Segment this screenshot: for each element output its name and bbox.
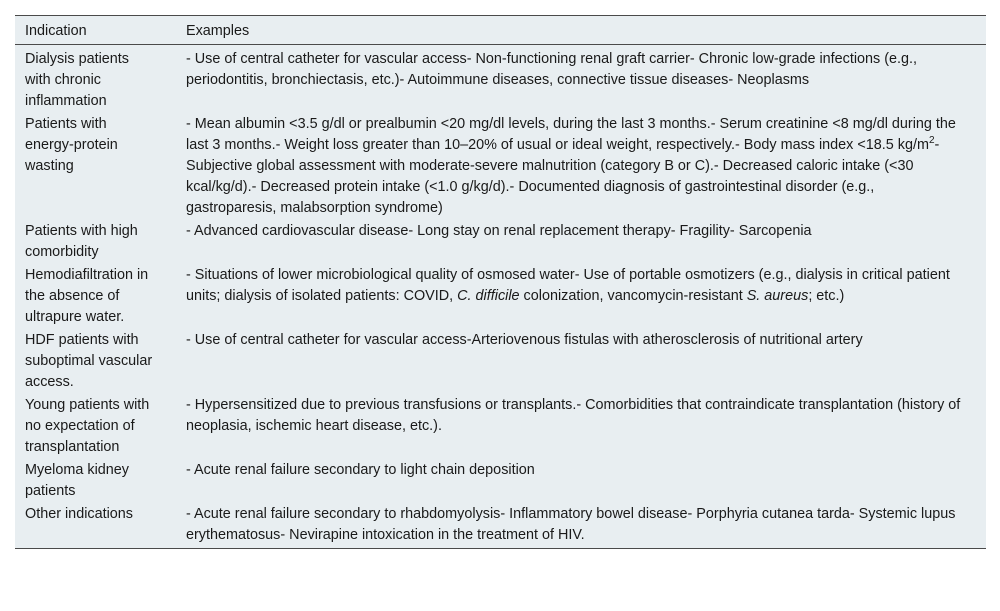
table-row	[15, 221, 986, 265]
indications-table-container	[15, 15, 986, 549]
table-row	[15, 114, 986, 221]
examples-text: colonization, vancomycin-resistant	[519, 288, 747, 304]
indications-table	[15, 15, 986, 549]
indication-cell: Other indications	[25, 506, 133, 522]
examples-cell	[176, 265, 986, 330]
indication-cell: Patients with high comorbidity	[25, 223, 138, 260]
examples-cell: - Acute renal failure secondary to light chain deposition	[186, 462, 535, 478]
examples-cell: - Use of central catheter for vascular access- Non-functioning renal graft carrier- Chronic low-grade infections (e.g., periodontitis, bronchiectasis, etc.)- Autoimmune diseases, connective tissue diseases- Neoplasms	[186, 51, 918, 88]
examples-text: - Mean albumin <3.5 g/dl or prealbumin <20 mg/dl levels, during the last 3 months.- Serum creatinine <8 mg/dl during the last 3 months.- Weight loss greater than 10–20% of usual or ideal weight, respectively.- Body mass index <18.5 kg/m	[186, 116, 956, 153]
header-examples: Examples	[186, 23, 250, 39]
indication-cell: Myeloma kidney patients	[25, 462, 129, 499]
examples-cell: - Advanced cardiovascular disease- Long stay on renal replacement therapy- Fragility- Sarcopenia	[186, 223, 812, 239]
superscript: 2	[928, 135, 935, 147]
header-indication: Indication	[25, 23, 87, 39]
examples-cell: - Acute renal failure secondary to rhabdomyolysis- Inflammatory bowel disease- Porphyria cutanea tarda- Systemic lupus erythematosus- Nevirapine intoxication in the treatment of HIV.	[186, 506, 956, 543]
examples-cell: - Use of central catheter for vascular access-Arteriovenous fistulas with atherosclerosis of nutritional artery	[186, 332, 863, 348]
examples-cell	[176, 114, 986, 221]
examples-text: - Situations of lower microbiological quality of osmosed water- Use of portable osmotizers (e.g., dialysis in critical patient units; dialysis of isolated patients: COVID,	[186, 267, 950, 304]
indication-cell: Young patients with no expectation of transplantation	[25, 397, 150, 455]
table-row	[15, 265, 986, 330]
table-header-row	[15, 16, 986, 45]
table-row	[15, 395, 986, 460]
table-row	[15, 45, 986, 115]
examples-text: ; etc.)	[808, 288, 845, 304]
indication-cell: Hemodiafiltration in the absence of ultrapure water.	[25, 267, 149, 325]
table-row	[15, 504, 986, 549]
table-row	[15, 460, 986, 504]
indication-cell: HDF patients with suboptimal vascular access.	[25, 332, 153, 390]
examples-cell: - Hypersensitized due to previous transfusions or transplants.- Comorbidities that contraindicate transplantation (history of neoplasia, ischemic heart disease, etc.).	[186, 397, 961, 434]
italic-organism: C. difficile	[457, 288, 520, 304]
indication-cell: Dialysis patients with chronic inflammation	[25, 51, 129, 109]
examples-text: - Subjective global assessment with moderate-severe malnutrition (category B or C).- Decreased caloric intake (<30 kcal/kg/d).- Decreased protein intake (<1.0 g/kg/d).- Documented diagnosis of gastrointestinal disorder (e.g., gastroparesis, malabsorption syndrome)	[186, 137, 940, 216]
italic-organism: S. aureus	[746, 288, 809, 304]
indication-cell: Patients with energy-protein wasting	[25, 116, 118, 174]
table-row	[15, 330, 986, 395]
